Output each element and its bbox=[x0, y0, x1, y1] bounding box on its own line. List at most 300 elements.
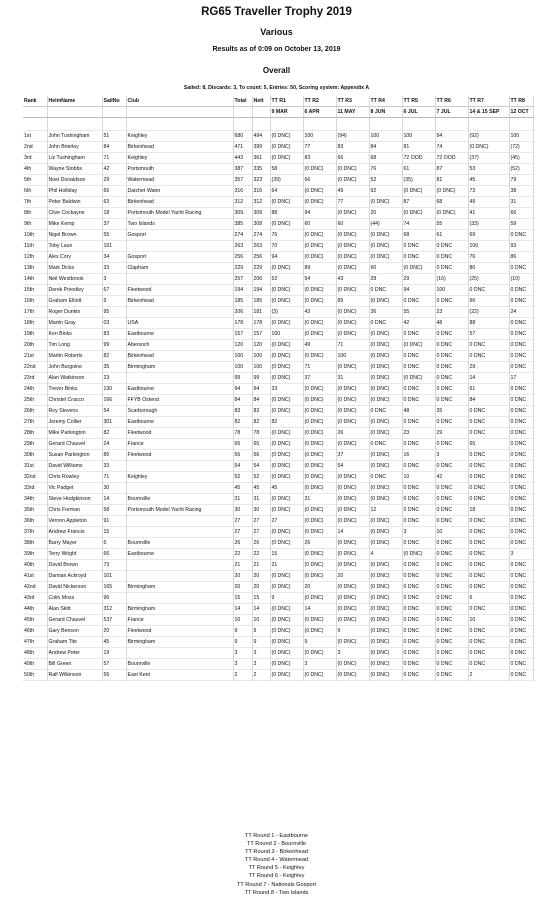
cell-club bbox=[126, 648, 233, 659]
cell-tt-r5: 42 bbox=[402, 318, 435, 329]
cell-tt-r3: 14 bbox=[336, 527, 369, 538]
cell-club bbox=[126, 560, 233, 571]
cell-tt-r6: 0 DNC bbox=[435, 384, 468, 395]
table-row bbox=[23, 505, 533, 516]
cell-tt-r6: 61 bbox=[435, 230, 468, 241]
cell-tt-r2: 94 bbox=[303, 208, 336, 219]
column-header-tt-r8: TT R8 bbox=[509, 96, 533, 107]
cell-tt-r5: 74 bbox=[402, 219, 435, 230]
cell-club: Gosport bbox=[126, 230, 233, 241]
cell-tt-r6: 0 DNC bbox=[435, 329, 468, 340]
column-header-tt-r1: TT R1 bbox=[270, 96, 303, 107]
cell-tt-r4: (0 DNC) bbox=[369, 670, 402, 681]
cell-tt-r6: 81 bbox=[435, 175, 468, 186]
cell-rank: 39th bbox=[23, 549, 47, 560]
cell-tt-r7: 0 DNC bbox=[468, 340, 509, 351]
column-header-nett: Nett bbox=[252, 96, 270, 107]
cell-tt-r5: 68 bbox=[402, 230, 435, 241]
cell-sail-number: 56 bbox=[102, 670, 126, 681]
cell-tt-r2: 77 bbox=[303, 142, 336, 153]
cell-club: Keighley bbox=[126, 472, 233, 483]
cell-tt-r1: (0 DNC) bbox=[270, 340, 303, 351]
cell-tt-r3: (0 DNC) bbox=[336, 472, 369, 483]
cell-tt-r8: 0 DNC bbox=[509, 296, 533, 307]
round-venue-item: TT Round 5 - Keighley bbox=[248, 865, 305, 872]
cell-tt-r8: 0 DNC bbox=[509, 538, 533, 549]
cell-total: 9 bbox=[233, 626, 252, 637]
cell-total: 257 bbox=[233, 274, 252, 285]
cell-tt-r7: 41 bbox=[468, 208, 509, 219]
cell-tt-r1: (0 DNC) bbox=[270, 285, 303, 296]
cell-tt-r5: 0 DNC bbox=[402, 615, 435, 626]
cell-tt-r2: (0 DNC) bbox=[303, 296, 336, 307]
cell-helm-name: Roger Dunkin bbox=[47, 307, 102, 318]
cell-tt-r5: 55 bbox=[402, 307, 435, 318]
cell-tt-r1: 52 bbox=[270, 274, 303, 285]
cell-club: Portsmouth Model Yacht Racing bbox=[126, 505, 233, 516]
cell-helm-name: Martin Roberts bbox=[47, 351, 102, 362]
cell-rank: 48th bbox=[23, 648, 47, 659]
cell-tt-r7: 29 bbox=[468, 362, 509, 373]
table-row bbox=[23, 494, 533, 505]
cell-rank: 21st bbox=[23, 351, 47, 362]
cell-tt-r5: (0 DNC) bbox=[402, 340, 435, 351]
cell-tt-r2: (0 DNC) bbox=[303, 186, 336, 197]
cell-club bbox=[126, 527, 233, 538]
cell-tt-r7: 0 DNC bbox=[468, 604, 509, 615]
cell-rank: 41st bbox=[23, 571, 47, 582]
cell-club bbox=[126, 593, 233, 604]
cell-nett: 399 bbox=[252, 142, 270, 153]
cell-tt-r2: 37 bbox=[303, 373, 336, 384]
cell-rank: 36th bbox=[23, 516, 47, 527]
cell-tt-r4: (0 DNC) bbox=[369, 417, 402, 428]
cell-tt-r3: 83 bbox=[336, 142, 369, 153]
cell-helm-name: Trevor Binks bbox=[47, 384, 102, 395]
cell-tt-r2: 60 bbox=[303, 219, 336, 230]
cell-tt-r2: (0 DNC) bbox=[303, 560, 336, 571]
cell-tt-r3: 26 bbox=[336, 428, 369, 439]
cell-tt-r5: 100 bbox=[402, 131, 435, 142]
cell-nett: 82 bbox=[252, 417, 270, 428]
cell-tt-r2: 66 bbox=[303, 175, 336, 186]
cell-rank: 3rd bbox=[23, 153, 47, 164]
cell-nett: 335 bbox=[252, 164, 270, 175]
cell-tt-r2: (0 DNC) bbox=[303, 252, 336, 263]
table-row bbox=[23, 131, 533, 142]
cell-tt-r6: 10 bbox=[435, 527, 468, 538]
cell-tt-r4: (0 DNC) bbox=[369, 637, 402, 648]
cell-tt-r7: 0 DNC bbox=[468, 637, 509, 648]
cell-club: Birmingham bbox=[126, 637, 233, 648]
table-row bbox=[23, 560, 533, 571]
cell-tt-r4: 20 bbox=[369, 208, 402, 219]
cell-tt-r3: 20 bbox=[336, 571, 369, 582]
cell-tt-r6: 0 DNC bbox=[435, 571, 468, 582]
cell-total: 27 bbox=[233, 527, 252, 538]
cell-helm-name: Nigel Brown bbox=[47, 230, 102, 241]
cell-sail-number: 82 bbox=[102, 428, 126, 439]
cell-rank: 5th bbox=[23, 175, 47, 186]
cell-helm-name: John Tushingham bbox=[47, 131, 102, 142]
cell-nett: 84 bbox=[252, 395, 270, 406]
cell-tt-r6: 48 bbox=[435, 318, 468, 329]
column-header-tt-r7: TT R7 bbox=[468, 96, 509, 107]
cell-tt-r5: 0 DNC bbox=[402, 571, 435, 582]
cell-tt-r8: 0 DNC bbox=[509, 571, 533, 582]
cell-nett: 263 bbox=[252, 241, 270, 252]
table-row bbox=[23, 428, 533, 439]
cell-tt-r2: 26 bbox=[303, 538, 336, 549]
cell-tt-r4: 28 bbox=[369, 274, 402, 285]
cell-rank: 1st bbox=[23, 131, 47, 142]
cell-total: 385 bbox=[233, 219, 252, 230]
cell-helm-name: Vernon Appleton bbox=[47, 516, 102, 527]
cell-tt-r1: (0 DNC) bbox=[270, 406, 303, 417]
cell-tt-r3: (0 DNC) bbox=[336, 516, 369, 527]
cell-tt-r7: (25) bbox=[468, 274, 509, 285]
column-date-tt-r4: 8 JUN bbox=[369, 107, 402, 118]
cell-tt-r7: 14 bbox=[468, 373, 509, 384]
column-header-helm-name: HelmName bbox=[47, 96, 102, 107]
cell-tt-r5: 0 DNC bbox=[402, 252, 435, 263]
cell-tt-r4: (0 DNC) bbox=[369, 384, 402, 395]
table-row bbox=[23, 527, 533, 538]
cell-tt-r4: 52 bbox=[369, 175, 402, 186]
cell-tt-r3: (0 DNC) bbox=[336, 175, 369, 186]
cell-tt-r7: 0 DNC bbox=[468, 527, 509, 538]
cell-tt-r5: 0 DNC bbox=[402, 395, 435, 406]
cell-tt-r3: (0 DNC) bbox=[336, 439, 369, 450]
table-row bbox=[23, 175, 533, 186]
series-heading: Overall bbox=[262, 66, 291, 75]
cell-tt-r4: (0 DNC) bbox=[369, 626, 402, 637]
cell-club: Birkenhead bbox=[126, 197, 233, 208]
cell-tt-r5: 23 bbox=[402, 428, 435, 439]
cell-sail-number: 33 bbox=[102, 461, 126, 472]
table-row bbox=[23, 373, 533, 384]
table-row bbox=[23, 648, 533, 659]
spacer-cell bbox=[468, 118, 509, 131]
cell-nett: 54 bbox=[252, 461, 270, 472]
cell-tt-r2: (0 DNC) bbox=[303, 626, 336, 637]
cell-tt-r6: 0 DNC bbox=[435, 340, 468, 351]
cell-tt-r1: (0 DNC) bbox=[270, 450, 303, 461]
cell-rank: 32nd bbox=[23, 472, 47, 483]
cell-tt-r5: 10 bbox=[402, 472, 435, 483]
cell-rank: 15th bbox=[23, 285, 47, 296]
cell-helm-name: Mark Dicks bbox=[47, 263, 102, 274]
cell-helm-name: Ralf Wilkinson bbox=[47, 670, 102, 681]
cell-tt-r4: (0 DNC) bbox=[369, 582, 402, 593]
cell-tt-r1: (0 DNC) bbox=[270, 494, 303, 505]
cell-tt-r1: (0 DNC) bbox=[270, 604, 303, 615]
cell-nett: 308 bbox=[252, 219, 270, 230]
cell-helm-name: Phil Holliday bbox=[47, 186, 102, 197]
column-date-tt-r6: 7 JUL bbox=[435, 107, 468, 118]
cell-tt-r6: 74 bbox=[435, 142, 468, 153]
spacer-cell bbox=[270, 118, 303, 131]
cell-nett: 181 bbox=[252, 307, 270, 318]
cell-nett: 309 bbox=[252, 208, 270, 219]
cell-club: Eastbourne bbox=[126, 417, 233, 428]
cell-tt-r8: 100 bbox=[509, 131, 533, 142]
cell-tt-r1: 45 bbox=[270, 483, 303, 494]
cell-total: 9 bbox=[233, 637, 252, 648]
cell-helm-name: Damian Ackroyd bbox=[47, 571, 102, 582]
cell-sail-number: 86 bbox=[102, 450, 126, 461]
cell-tt-r7: 49 bbox=[468, 197, 509, 208]
cell-tt-r5: 0 DNC bbox=[402, 351, 435, 362]
table-row bbox=[23, 362, 533, 373]
cell-tt-r8: 0 DNC bbox=[509, 505, 533, 516]
column-date-tt-r5: 6 JUL bbox=[402, 107, 435, 118]
cell-total: 54 bbox=[233, 461, 252, 472]
cell-tt-r6: 0 DNC bbox=[435, 417, 468, 428]
cell-tt-r8: 0 DNC bbox=[509, 604, 533, 615]
cell-tt-r2: (0 DNC) bbox=[303, 615, 336, 626]
cell-helm-name: Susan Parkington bbox=[47, 450, 102, 461]
cell-tt-r5: 0 DNC bbox=[402, 362, 435, 373]
cell-tt-r1: (0 DNC) bbox=[270, 472, 303, 483]
cell-tt-r8: 0 DNC bbox=[509, 329, 533, 340]
cell-total: 22 bbox=[233, 549, 252, 560]
cell-tt-r2: (0 DNC) bbox=[303, 450, 336, 461]
cell-helm-name: Jeremy Collier bbox=[47, 417, 102, 428]
cell-rank: 6th bbox=[23, 186, 47, 197]
cell-rank: 44th bbox=[23, 604, 47, 615]
cell-tt-r2: (0 DNC) bbox=[303, 384, 336, 395]
event-subtitle: Various bbox=[260, 27, 293, 37]
table-row bbox=[23, 593, 533, 604]
table-row bbox=[23, 626, 533, 637]
cell-club: Abersoch bbox=[126, 340, 233, 351]
cell-club: Gosport bbox=[126, 252, 233, 263]
cell-nett: 15 bbox=[252, 593, 270, 604]
round-venue-item: TT Round 2 - Bournville bbox=[247, 841, 306, 848]
cell-sail-number: 130 bbox=[102, 384, 126, 395]
cell-total: 229 bbox=[233, 263, 252, 274]
cell-tt-r4: (0 DNC) bbox=[369, 428, 402, 439]
cell-tt-r4: 60 bbox=[369, 263, 402, 274]
cell-tt-r8: 17 bbox=[509, 373, 533, 384]
cell-tt-r6: 0 DNC bbox=[435, 626, 468, 637]
cell-tt-r7: 10 bbox=[468, 615, 509, 626]
cell-tt-r6: 0 DNC bbox=[435, 263, 468, 274]
table-row bbox=[23, 417, 533, 428]
cell-total: 100 bbox=[233, 351, 252, 362]
cell-tt-r8: 0 DNC bbox=[509, 461, 533, 472]
cell-tt-r7: 0 DNC bbox=[468, 571, 509, 582]
cell-tt-r2: (0 DNC) bbox=[303, 197, 336, 208]
cell-sail-number: 19 bbox=[102, 648, 126, 659]
cell-tt-r1: (39) bbox=[270, 175, 303, 186]
table-row bbox=[23, 384, 533, 395]
cell-tt-r6: 29 bbox=[435, 428, 468, 439]
cell-tt-r7: 76 bbox=[468, 252, 509, 263]
cell-tt-r1: (0 DNC) bbox=[270, 571, 303, 582]
cell-rank: 18th bbox=[23, 318, 47, 329]
cell-rank: 40th bbox=[23, 560, 47, 571]
cell-nett: 494 bbox=[252, 131, 270, 142]
column-date-helm-name bbox=[47, 107, 102, 118]
cell-tt-r2: 89 bbox=[303, 263, 336, 274]
cell-sail-number: 35 bbox=[102, 362, 126, 373]
cell-tt-r1: (0 DNC) bbox=[270, 648, 303, 659]
cell-rank: 35th bbox=[23, 505, 47, 516]
cell-sail-number: 71 bbox=[102, 153, 126, 164]
cell-tt-r1: (0 DNC) bbox=[270, 626, 303, 637]
cell-total: 20 bbox=[233, 571, 252, 582]
cell-tt-r7: 88 bbox=[468, 318, 509, 329]
cell-tt-r5: 0 DNC bbox=[402, 659, 435, 670]
cell-tt-r4: 0 DNC bbox=[369, 406, 402, 417]
column-header-club: Club bbox=[126, 96, 233, 107]
cell-helm-name: Chris Forman bbox=[47, 505, 102, 516]
cell-tt-r5: (0 DNC) bbox=[402, 186, 435, 197]
round-venue-item: TT Round 7 - Nationals Gosport bbox=[236, 881, 317, 888]
cell-nett: 52 bbox=[252, 472, 270, 483]
cell-total: 3 bbox=[233, 648, 252, 659]
cell-nett: 20 bbox=[252, 571, 270, 582]
cell-tt-r1: (0 DNC) bbox=[270, 659, 303, 670]
cell-sail-number: 30 bbox=[102, 483, 126, 494]
cell-tt-r8: 0 DNC bbox=[509, 428, 533, 439]
cell-tt-r1: (0 DNC) bbox=[270, 296, 303, 307]
cell-rank: 23rd bbox=[23, 373, 47, 384]
cell-tt-r6: 0 DNC bbox=[435, 648, 468, 659]
cell-sail-number: 51 bbox=[102, 131, 126, 142]
cell-tt-r1: (0 DNC) bbox=[270, 670, 303, 681]
cell-tt-r6: 0 DNC bbox=[435, 549, 468, 560]
cell-tt-r7: 0 DNC bbox=[468, 560, 509, 571]
cell-tt-r3: (0 DNC) bbox=[336, 615, 369, 626]
cell-tt-r3: (0 DNC) bbox=[336, 494, 369, 505]
cell-nett: 178 bbox=[252, 318, 270, 329]
cell-tt-r8: 0 DNC bbox=[509, 670, 533, 681]
cell-tt-r7: 0 DNC bbox=[468, 516, 509, 527]
cell-tt-r4: (0 DNC) bbox=[369, 527, 402, 538]
cell-tt-r7: (33) bbox=[468, 219, 509, 230]
table-row bbox=[23, 582, 533, 593]
cell-nett: 157 bbox=[252, 329, 270, 340]
series-summary: Sailed: 8, Discards: 3, To count: 5, Entries: 50, Scoring system: Appendix A bbox=[183, 85, 370, 91]
column-date-nett bbox=[252, 107, 270, 118]
cell-tt-r7: 57 bbox=[468, 329, 509, 340]
cell-tt-r8: 0 DNC bbox=[509, 593, 533, 604]
cell-club: Keighley bbox=[126, 131, 233, 142]
cell-nett: 3 bbox=[252, 648, 270, 659]
cell-club: Birmingham bbox=[126, 604, 233, 615]
cell-tt-r7: 0 DNC bbox=[468, 659, 509, 670]
cell-nett: 316 bbox=[252, 186, 270, 197]
cell-nett: 14 bbox=[252, 604, 270, 615]
spacer-cell bbox=[126, 118, 233, 131]
cell-tt-r8: 0 DNC bbox=[509, 516, 533, 527]
table-date-row bbox=[23, 107, 533, 118]
table-row bbox=[23, 483, 533, 494]
cell-total: 256 bbox=[233, 252, 252, 263]
cell-tt-r2: (0 DNC) bbox=[303, 241, 336, 252]
cell-tt-r7: 6 bbox=[468, 593, 509, 604]
cell-sail-number: 67 bbox=[102, 285, 126, 296]
cell-total: 21 bbox=[233, 560, 252, 571]
cell-tt-r2: (0 DNC) bbox=[303, 648, 336, 659]
cell-tt-r8: 0 DNC bbox=[509, 648, 533, 659]
cell-tt-r3: (0 DNC) bbox=[336, 659, 369, 670]
cell-tt-r5: 94 bbox=[402, 285, 435, 296]
cell-tt-r7: 0 DNC bbox=[468, 428, 509, 439]
cell-tt-r6: 55 bbox=[435, 219, 468, 230]
cell-sail-number: 84 bbox=[102, 142, 126, 153]
cell-helm-name: Steve Hodgkinson bbox=[47, 494, 102, 505]
cell-tt-r8: 59 bbox=[509, 219, 533, 230]
cell-tt-r1: (0 DNC) bbox=[270, 373, 303, 384]
cell-total: 443 bbox=[233, 153, 252, 164]
cell-tt-r4: (0 DNC) bbox=[369, 252, 402, 263]
cell-tt-r8: 0 DNC bbox=[509, 560, 533, 571]
cell-rank: 28th bbox=[23, 428, 47, 439]
cell-tt-r3: (0 DNC) bbox=[336, 384, 369, 395]
table-row bbox=[23, 450, 533, 461]
cell-nett: 2 bbox=[252, 670, 270, 681]
cell-total: 82 bbox=[233, 417, 252, 428]
cell-rank: 12th bbox=[23, 252, 47, 263]
cell-helm-name: Terry Wright bbox=[47, 549, 102, 560]
cell-tt-r5: 0 DNC bbox=[402, 494, 435, 505]
cell-tt-r1: 64 bbox=[270, 186, 303, 197]
cell-tt-r2: (0 DNC) bbox=[303, 428, 336, 439]
cell-sail-number: 96 bbox=[102, 593, 126, 604]
cell-sail-number: 73 bbox=[102, 560, 126, 571]
cell-sail-number: 55 bbox=[102, 230, 126, 241]
cell-sail-number: 29 bbox=[102, 175, 126, 186]
cell-helm-name: David Brown bbox=[47, 560, 102, 571]
cell-club: Scarborough bbox=[126, 406, 233, 417]
column-header-tt-r3: TT R3 bbox=[336, 96, 369, 107]
cell-helm-name: Clive Cockayne bbox=[47, 208, 102, 219]
cell-sail-number: 63 bbox=[102, 197, 126, 208]
cell-tt-r2: (0 DNC) bbox=[303, 230, 336, 241]
cell-tt-r8: 0 DNC bbox=[509, 351, 533, 362]
cell-nett: 9 bbox=[252, 626, 270, 637]
cell-nett: 185 bbox=[252, 296, 270, 307]
table-row bbox=[23, 406, 533, 417]
cell-total: 83 bbox=[233, 406, 252, 417]
results-timestamp: Results as of 0:09 on October 13, 2019 bbox=[212, 46, 341, 53]
cell-total: 157 bbox=[233, 329, 252, 340]
cell-tt-r8: 0 DNC bbox=[509, 318, 533, 329]
cell-total: 52 bbox=[233, 472, 252, 483]
spacer-cell bbox=[336, 118, 369, 131]
cell-tt-r2: 14 bbox=[303, 604, 336, 615]
cell-total: 20 bbox=[233, 582, 252, 593]
table-row bbox=[23, 670, 533, 681]
cell-tt-r8: 24 bbox=[509, 307, 533, 318]
cell-rank: 11th bbox=[23, 241, 47, 252]
cell-tt-r3: 71 bbox=[336, 340, 369, 351]
cell-tt-r1: (0 DNC) bbox=[270, 142, 303, 153]
cell-total: 78 bbox=[233, 428, 252, 439]
cell-tt-r6: 0 DNC bbox=[435, 351, 468, 362]
cell-helm-name: Gary Benson bbox=[47, 626, 102, 637]
cell-tt-r2: (0 DNC) bbox=[303, 549, 336, 560]
spacer-cell bbox=[402, 118, 435, 131]
cell-tt-r6: 0 DNC bbox=[435, 483, 468, 494]
cell-tt-r8: (52) bbox=[509, 164, 533, 175]
cell-tt-r8: 0 DNC bbox=[509, 472, 533, 483]
cell-tt-r1: (0 DNC) bbox=[270, 428, 303, 439]
